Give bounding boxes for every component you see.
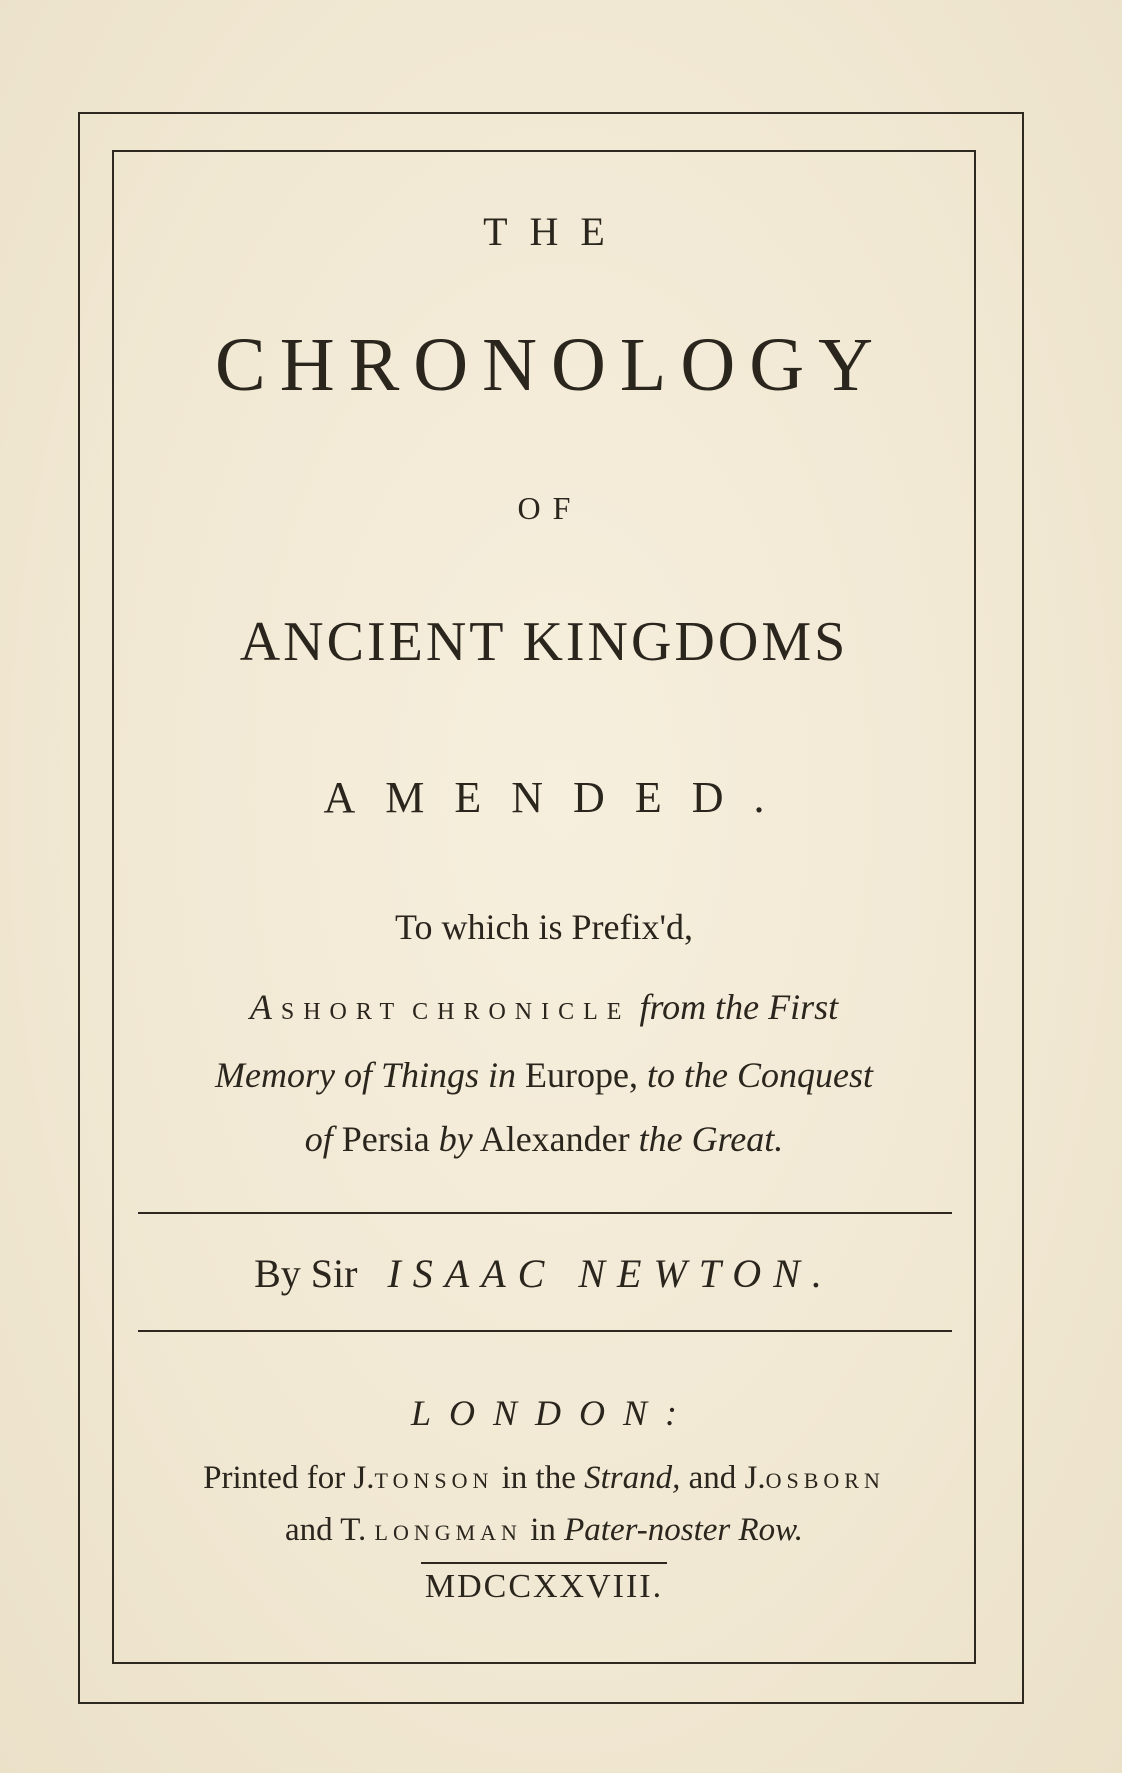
imprint-longman: LONGMAN bbox=[374, 1520, 522, 1545]
imprint-date: MDCCXXVIII. bbox=[421, 1562, 667, 1605]
author-name: ISAAC NEWTON. bbox=[387, 1251, 834, 1296]
prefix-alexander: Alexander bbox=[479, 1119, 630, 1159]
prefix-the-great: the Great. bbox=[638, 1119, 784, 1159]
imprint-printed-for: Printed for J. bbox=[203, 1460, 375, 1496]
prefix-line-1 bbox=[112, 986, 976, 1028]
prefix-of: of bbox=[304, 1119, 333, 1159]
prefix-conquest: to the Conquest bbox=[646, 1055, 873, 1095]
title-amended: AMENDED. bbox=[323, 773, 795, 822]
title-the: THE bbox=[483, 209, 627, 254]
imprint-line-1 bbox=[112, 1460, 976, 1497]
imprint-line-2 bbox=[112, 1512, 976, 1549]
author-by-sir: By Sir bbox=[254, 1251, 358, 1296]
prefix-persia: Persia bbox=[341, 1119, 430, 1159]
prefix-short: SHORT bbox=[280, 999, 404, 1025]
prefix-line-2 bbox=[112, 1054, 976, 1096]
prefix-chronicle: CHRONICLE bbox=[412, 999, 631, 1025]
prefix-memory: Memory of Things in bbox=[215, 1055, 517, 1095]
rule-bottom bbox=[138, 1330, 952, 1332]
author-line bbox=[112, 1250, 976, 1297]
imprint-row: Pater-noster Row. bbox=[564, 1512, 803, 1548]
prefix-intro: To which is Prefix'd, bbox=[395, 907, 693, 947]
imprint-date-wrap bbox=[112, 1562, 976, 1605]
title-of: OF bbox=[517, 490, 583, 526]
imprint-tonson: TONSON bbox=[374, 1468, 494, 1493]
imprint-and-j: and J. bbox=[688, 1460, 766, 1496]
imprint-strand: Strand, bbox=[584, 1460, 681, 1496]
imprint-osborn: OSBORN bbox=[765, 1468, 885, 1493]
title-main: CHRONOLOGY bbox=[215, 323, 887, 407]
imprint-and-t: and T. bbox=[284, 1512, 367, 1548]
imprint-in-the: in the bbox=[501, 1460, 576, 1496]
prefix-by: by bbox=[438, 1119, 473, 1159]
prefix-line-3 bbox=[112, 1118, 976, 1160]
title-subject: ANCIENT KINGDOMS bbox=[239, 611, 849, 673]
imprint-in: in bbox=[530, 1512, 556, 1548]
prefix-a: A bbox=[249, 987, 272, 1027]
prefix-europe: Europe, bbox=[525, 1055, 638, 1095]
rule-top bbox=[138, 1212, 952, 1214]
prefix-from-first: from the First bbox=[639, 987, 839, 1027]
imprint-city: LONDON: bbox=[410, 1393, 696, 1433]
